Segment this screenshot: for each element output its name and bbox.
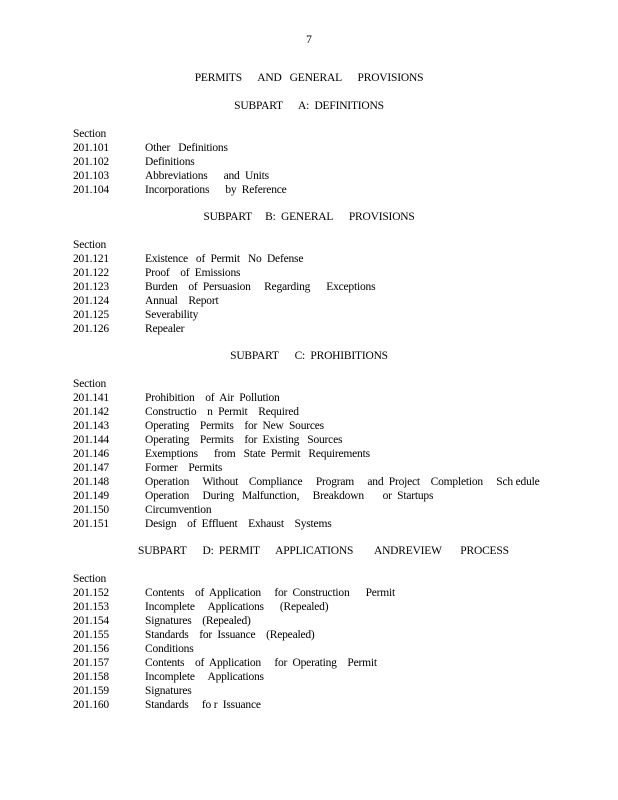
section-title: Annual Report (145, 295, 219, 307)
section-title: Abbreviations and Units (145, 170, 269, 182)
section-title: Burden of Persuasion Regarding Exceptions (145, 281, 376, 293)
subpart-c-heading: SUBPART C: PROHIBITIONS (230, 350, 388, 362)
section-number: 201.124 (73, 295, 109, 307)
section-label: Section (73, 128, 107, 140)
section-number: 201.148 (73, 476, 109, 488)
section-title: Signatures (Repealed) (145, 615, 251, 627)
section-number: 201.144 (73, 434, 109, 446)
section-label: Section (73, 378, 107, 390)
section-number: 201.141 (73, 392, 109, 404)
section-number: 201.104 (73, 184, 109, 196)
section-number: 201.101 (73, 142, 109, 154)
section-number: 201.102 (73, 156, 109, 168)
section-title: Former Permits (145, 462, 223, 474)
section-number: 201.149 (73, 490, 109, 502)
main-title: PERMITS AND GENERAL PROVISIONS (194, 72, 424, 84)
section-label: Section (73, 573, 107, 585)
section-number: 201.157 (73, 657, 109, 669)
section-number: 201.154 (73, 615, 109, 627)
section-number: 201.153 (73, 601, 109, 613)
section-title: Prohibition of Air Pollution (145, 392, 280, 404)
section-number: 201.121 (73, 253, 109, 265)
section-number: 201.122 (73, 267, 109, 279)
section-label: Section (73, 239, 107, 251)
section-number: 201.156 (73, 643, 109, 655)
section-title: Operation During Malfunction, Breakdown or Startups (145, 490, 434, 502)
section-title: Operating Permits for Existing Sources (145, 434, 343, 446)
section-title: Design of Effluent Exhaust Systems (145, 518, 332, 530)
section-number: 201.160 (73, 699, 109, 711)
section-title: Signatures (145, 685, 192, 697)
section-number: 201.125 (73, 309, 109, 321)
section-number: 201.123 (73, 281, 109, 293)
section-number: 201.151 (73, 518, 109, 530)
subpart-a-heading: SUBPART A: DEFINITIONS (234, 100, 384, 112)
section-number: 201.150 (73, 504, 109, 516)
section-title: Severability (145, 309, 199, 321)
section-title: Contents of Application for Construction Permit (145, 587, 396, 599)
section-title: Definitions (145, 156, 195, 168)
section-title: Other Definitions (145, 142, 228, 154)
section-title: Operating Permits for New Sources (145, 420, 324, 432)
section-number: 201.143 (73, 420, 109, 432)
section-number: 201.155 (73, 629, 109, 641)
section-title: Operation Without Compliance Program and Project Completion Sch edule (145, 476, 540, 488)
subpart-b-heading: SUBPART B: GENERAL PROVISIONS (203, 211, 415, 223)
section-title: Contents of Application for Operating Permit (145, 657, 377, 669)
section-title: Standards for Issuance (Repealed) (145, 629, 315, 641)
section-number: 201.103 (73, 170, 109, 182)
page-number: 7 (306, 34, 312, 46)
section-number: 201.142 (73, 406, 109, 418)
section-number: 201.146 (73, 448, 109, 460)
section-title: Proof of Emissions (145, 267, 241, 279)
section-title: Exemptions from State Permit Requirements (145, 448, 370, 460)
subpart-d-heading: SUBPART D: PERMIT APPLICATIONS ANDREVIEW PROCESS (138, 545, 509, 557)
section-title: Incorporations by Reference (145, 184, 287, 196)
section-number: 201.159 (73, 685, 109, 697)
section-title: Conditions (145, 643, 194, 655)
section-title: Constructio n Permit Required (145, 406, 299, 418)
section-title: Existence of Permit No Defense (145, 253, 304, 265)
section-title: Incomplete Applications (Repealed) (145, 601, 329, 613)
section-title: Standards fo r Issuance (145, 699, 261, 711)
section-title: Circumvention (145, 504, 212, 516)
section-number: 201.152 (73, 587, 109, 599)
section-number: 201.158 (73, 671, 109, 683)
section-title: Repealer (145, 323, 185, 335)
section-number: 201.147 (73, 462, 109, 474)
section-number: 201.126 (73, 323, 109, 335)
section-title: Incomplete Applications (145, 671, 264, 683)
